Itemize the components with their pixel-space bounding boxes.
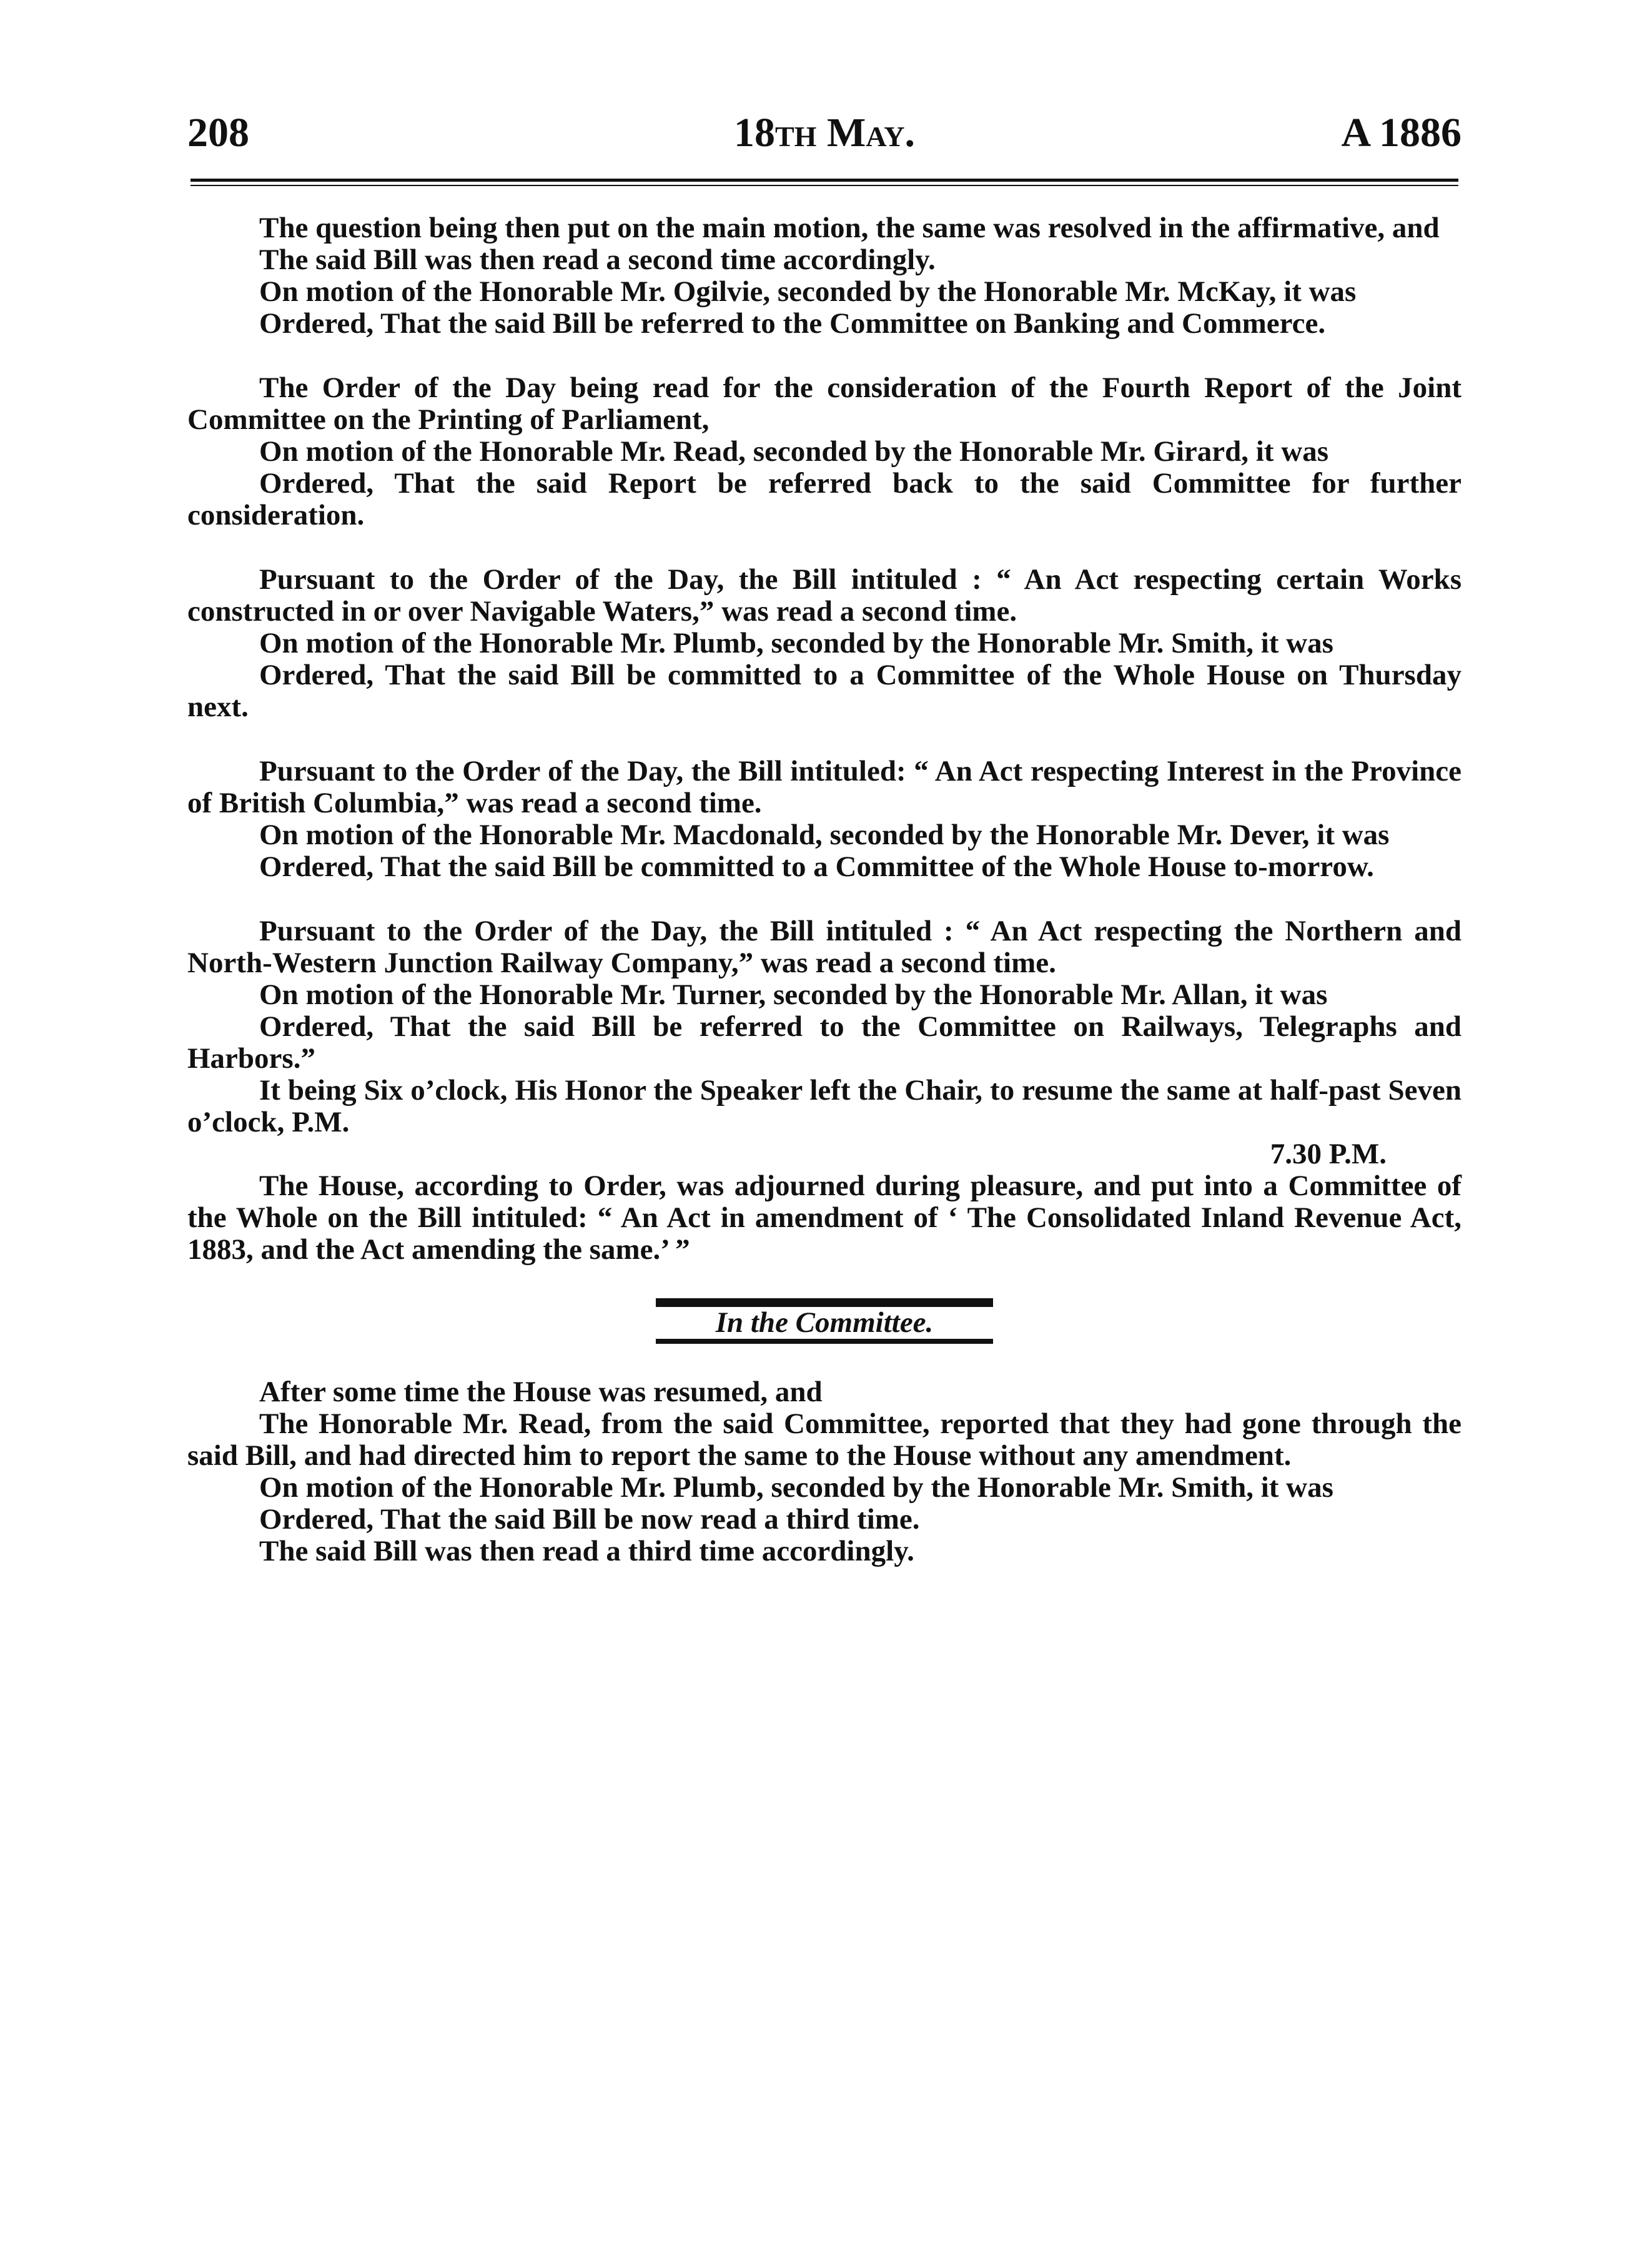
paragraph: Ordered, That the said Bill be now read a third time.: [259, 1503, 920, 1536]
paragraph: The Honorable Mr. Read, from the said Committee, reported that they had gone through the said Bill, and had directed him to report the same to the House without any amendment.: [187, 1408, 1461, 1472]
spacer: [187, 883, 1461, 915]
spacer: [187, 531, 1461, 564]
page-year: A 1886: [1341, 110, 1461, 155]
paragraph: The said Bill was then read a third time accordingly.: [259, 1535, 914, 1567]
paragraph: Ordered, That the said Bill be committed to a Committee of the Whole House to-morrow.: [259, 850, 1374, 883]
page-number: 208: [187, 110, 249, 155]
paragraph: On motion of the Honorable Mr. Read, seconded by the Honorable Mr. Girard, it was: [259, 435, 1328, 468]
header-rule: [190, 179, 1458, 182]
paragraph: On motion of the Honorable Mr. Plumb, seconded by the Honorable Mr. Smith, it was: [259, 1471, 1333, 1504]
paragraph: The said Bill was then read a second time accordingly.: [259, 244, 936, 276]
paragraph: On motion of the Honorable Mr. Plumb, seconded by the Honorable Mr. Smith, it was: [259, 627, 1333, 659]
paragraph: Pursuant to the Order of the Day, the Bill intituled : “ An Act respecting certain Works constructed in or over Navigable Waters,” was read a second time.: [187, 563, 1461, 628]
paragraph: Ordered, That the said Bill be committed to a Committee of the Whole House on Thursday next.: [187, 659, 1461, 723]
paragraph: The House, according to Order, was adjourned during pleasure, and put into a Committee of the Whole on the Bill intituled: “ An Act in amendment of ‘ The Consolidated Inland Revenue Act, 1883, and the Act amending the same.’ ”: [187, 1170, 1461, 1266]
header-rule-thin: [190, 185, 1458, 186]
time-stamp: 7.30 P.M.: [1270, 1138, 1387, 1170]
paragraph: The Order of the Day being read for the consideration of the Fourth Report of the Joint Committee on the Printing of Parliament,: [187, 372, 1461, 436]
committee-heading: In the Committee.: [715, 1306, 934, 1339]
paragraph: It being Six o’clock, His Honor the Speaker left the Chair, to resume the same at half-past Seven o’clock, P.M.: [187, 1074, 1461, 1138]
paragraph: Pursuant to the Order of the Day, the Bill intituled: “ An Act respecting Interest in the Province of British Columbia,” was read a second time.: [187, 755, 1461, 819]
paragraph: On motion of the Honorable Mr. Ogilvie, seconded by the Honorable Mr. McKay, it was: [259, 275, 1357, 308]
page-date: 18th May.: [734, 110, 915, 155]
paragraph: On motion of the Honorable Mr. Macdonald, seconded by the Honorable Mr. Dever, it was: [259, 819, 1390, 851]
document-body: [187, 212, 1461, 1567]
paragraph: On motion of the Honorable Mr. Turner, seconded by the Honorable Mr. Allan, it was: [259, 979, 1328, 1011]
spacer: [187, 1266, 1461, 1298]
section-rule-bottom: [656, 1339, 993, 1344]
spacer: [187, 1344, 1461, 1376]
spacer: [187, 340, 1461, 372]
paragraph: The question being then put on the main motion, the same was resolved in the affirmative, and: [259, 212, 1440, 244]
spacer: [187, 723, 1461, 756]
paragraph: Ordered, That the said Report be referred back to the said Committee for further consideration.: [187, 467, 1461, 531]
paragraph: Pursuant to the Order of the Day, the Bill intituled : “ An Act respecting the Northern and North-Western Junction Railway Company,” was read a second time.: [187, 915, 1461, 979]
paragraph: Ordered, That the said Bill be referred to the Committee on Railways, Telegraphs and Harbors.”: [187, 1010, 1461, 1075]
paragraph: Ordered, That the said Bill be referred to the Committee on Banking and Commerce.: [259, 307, 1326, 340]
paragraph: After some time the House was resumed, and: [259, 1376, 823, 1408]
section-rule-top: [656, 1298, 993, 1307]
page-header: [187, 105, 1461, 161]
